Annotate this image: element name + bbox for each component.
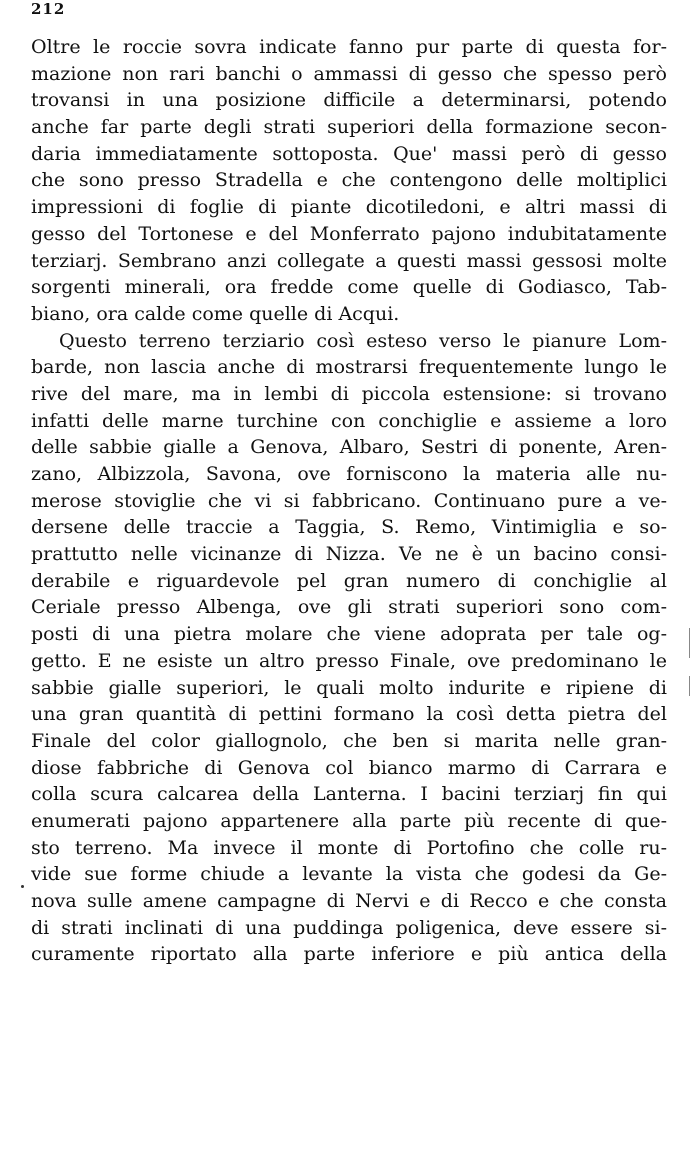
text-line: curamente riportato alla parte inferiore e più antica della <box>31 943 667 966</box>
text-line: Questo terreno terziario così esteso verso le pianure Lom- <box>59 329 667 352</box>
text-line: gesso del Tortonese e del Monferrato pajono indubitatamente <box>31 222 667 245</box>
text-line: terziarj. Sembrano anzi collegate a questi massi gessosi molte <box>31 249 667 272</box>
text-line: sorgenti minerali, ora fredde come quelle di Godiasco, Tab- <box>31 276 667 299</box>
text-line: Finale del color giallognolo, che ben si marita nelle gran- <box>31 729 667 752</box>
text-line: merose stoviglie che vi si fabbricano. Continuano pure a ve- <box>31 489 667 512</box>
paragraph-1 <box>31 34 667 328</box>
text-line: nova sulle amene campagne di Nervi e di Recco e che consta <box>31 890 667 912</box>
text-line: anche far parte degli strati superiori della formazione secon- <box>31 116 667 139</box>
text-line: sabbie gialle superiori, le quali molto indurite e ripiene di <box>31 676 667 699</box>
text-line: daria immediatamente sottoposta. Que' massi però di gesso <box>31 142 667 165</box>
text-line: getto. E ne esiste un altro presso Finale, ove predominano le <box>31 649 667 672</box>
text-line: infatti delle marne turchine con conchiglie e assieme a loro <box>31 409 667 432</box>
scan-mark <box>689 676 690 696</box>
text-line: prattutto nelle vicinanze di Nizza. Ve ne è un bacino consi- <box>31 543 667 566</box>
text-line: delle sabbie gialle a Genova, Albaro, Sestri di ponente, Aren- <box>31 436 667 459</box>
text-line: impressioni di foglie di piante dicotiledoni, e altri massi di <box>31 196 667 219</box>
text-line: una gran quantità di pettini formano la così detta pietra del <box>31 703 667 726</box>
text-line: di strati inclinati di una puddinga poligenica, deve essere si- <box>31 916 667 939</box>
text-line: biano, ora calde come quelle di Acqui. <box>31 302 400 325</box>
text-line: Ceriale presso Albenga, ove gli strati superiori sono com- <box>31 596 667 619</box>
scan-mark <box>689 628 690 658</box>
page-body <box>31 34 667 968</box>
text-line: zano, Albizzola, Savona, ove forniscono la materia alle nu- <box>31 463 667 485</box>
text-line: colla scura calcarea della Lanterna. I bacini terziarj fin qui <box>31 783 667 806</box>
text-line: diose fabbriche di Genova col bianco marmo di Carrara e <box>31 756 667 779</box>
text-line: che sono presso Stradella e che contengono delle moltiplici <box>31 169 667 192</box>
page-number: 212 <box>31 0 66 18</box>
text-line: sto terreno. Ma invece il monte di Portofino che colle ru- <box>31 836 667 859</box>
text-line: vide sue forme chiude a levante la vista che godesi da Ge- <box>31 863 667 886</box>
text-line: barde, non lascia anche di mostrarsi frequentemente lungo le <box>31 356 667 379</box>
text-line: derabile e riguardevole pel gran numero di conchiglie al <box>31 569 667 592</box>
text-line: enumerati pajono appartenere alla parte più recente di que- <box>31 809 667 832</box>
text-line: trovansi in una posizione difficile a determinarsi, potendo <box>31 89 667 112</box>
text-line: Oltre le roccie sovra indicate fanno pur parte di questa for- <box>31 36 667 58</box>
text-line: posti di una pietra molare che viene adoprata per tale og- <box>31 623 667 646</box>
paragraph-2 <box>31 328 667 969</box>
scan-dot <box>21 885 24 888</box>
text-line: rive del mare, ma in lembi di piccola estensione: si trovano <box>31 382 667 405</box>
text-line: mazione non rari banchi o ammassi di gesso che spesso però <box>31 62 667 85</box>
text-line: dersene delle traccie a Taggia, S. Remo, Vintimiglia e so- <box>31 516 667 539</box>
